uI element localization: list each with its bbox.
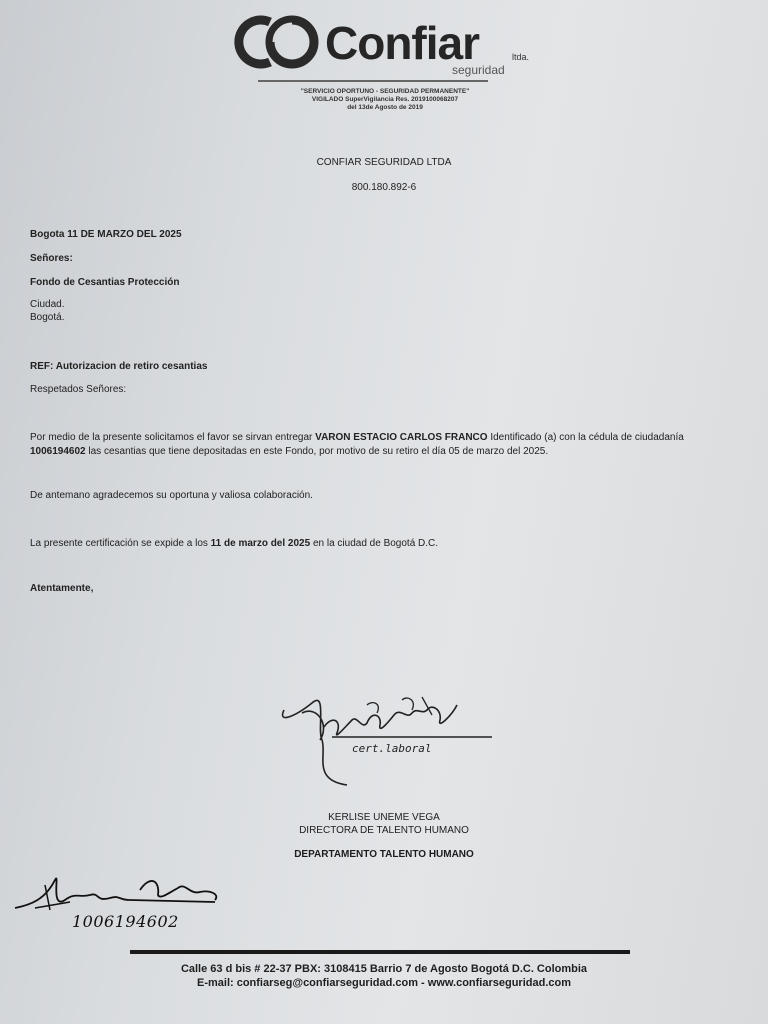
employee-signature-icon: [10, 870, 230, 915]
director-signature-icon: [272, 685, 502, 795]
tagline-line-3: del 13de Agosto de 2019: [347, 104, 423, 111]
salutation-label: Señores:: [30, 253, 73, 264]
logo-seguridad: seguridad: [452, 63, 505, 77]
closing: Atentamente,: [30, 583, 94, 594]
department-name: DEPARTAMENTO TALENTO HUMANO: [294, 849, 474, 860]
body-paragraph-3: [30, 537, 438, 551]
footer-address: Calle 63 d bis # 22-37 PBX: 3108415 Barrio 7 de Agosto Bogotá D.C. Colombia: [180, 963, 588, 975]
employee-name: VARON ESTACIO CARLOS FRANCO: [315, 432, 488, 443]
company-name: CONFIAR SEGURIDAD LTDA: [316, 157, 452, 168]
body1-text-b: Identificado (a) con la cédula de ciudadanía: [487, 432, 684, 443]
signature-stamp: cert.laboral: [352, 742, 432, 755]
tagline-line-1: "SERVICIO OPORTUNO - SEGURIDAD PERMANENTE": [300, 88, 470, 95]
employee-signature: [10, 870, 230, 940]
recipient: Fondo de Cesantias Protección: [30, 277, 180, 288]
company-logo: [230, 10, 540, 86]
footer-divider: [130, 950, 630, 954]
body3-text-b: en la ciudad de Bogotá D.C.: [310, 538, 439, 549]
tagline-line-2: VIGILADO SuperVigilancia Res. 2019100068207: [311, 96, 459, 103]
logo-ltda: ltda.: [512, 52, 530, 62]
issue-date: 11 de marzo del 2025: [210, 538, 311, 549]
footer-contact: E-mail: confiarseg@confiarseguridad.com - www.confiarseguridad.com: [196, 977, 571, 989]
director-signature: [272, 685, 502, 795]
logo-underline: [258, 80, 488, 82]
employee-id: 1006194602: [30, 446, 86, 457]
greeting: Respetados Señores:: [30, 384, 127, 395]
signer-name: KERLISE UNEME VEGA: [328, 812, 440, 823]
letter-date: Bogota 11 DE MARZO DEL 2025: [30, 229, 182, 240]
handwritten-id: 1006194602: [72, 912, 179, 931]
logo-wordmark: Confiar: [325, 17, 479, 69]
reference-line: REF: Autorizacion de retiro cesantias: [30, 361, 208, 372]
company-nit: 800.180.892-6: [351, 182, 417, 193]
logo-mark-icon: [230, 12, 325, 72]
header-tagline: [230, 88, 540, 112]
city-label: Ciudad.: [30, 299, 65, 310]
city: Bogotá.: [30, 312, 65, 323]
body-paragraph-1: [30, 431, 740, 459]
body1-text-c: las cesantias que tiene depositadas en este Fondo, por motivo de su retiro el día 05 de marzo del 2025.: [85, 446, 549, 457]
body3-text-a: La presente certificación se expide a los: [30, 538, 211, 549]
signer-title: DIRECTORA DE TALENTO HUMANO: [299, 825, 469, 836]
body-paragraph-2: De antemano agradecemos su oportuna y valiosa colaboración.: [30, 490, 313, 501]
body1-text-a: Por medio de la presente solicitamos el favor se sirvan entregar: [30, 432, 316, 443]
